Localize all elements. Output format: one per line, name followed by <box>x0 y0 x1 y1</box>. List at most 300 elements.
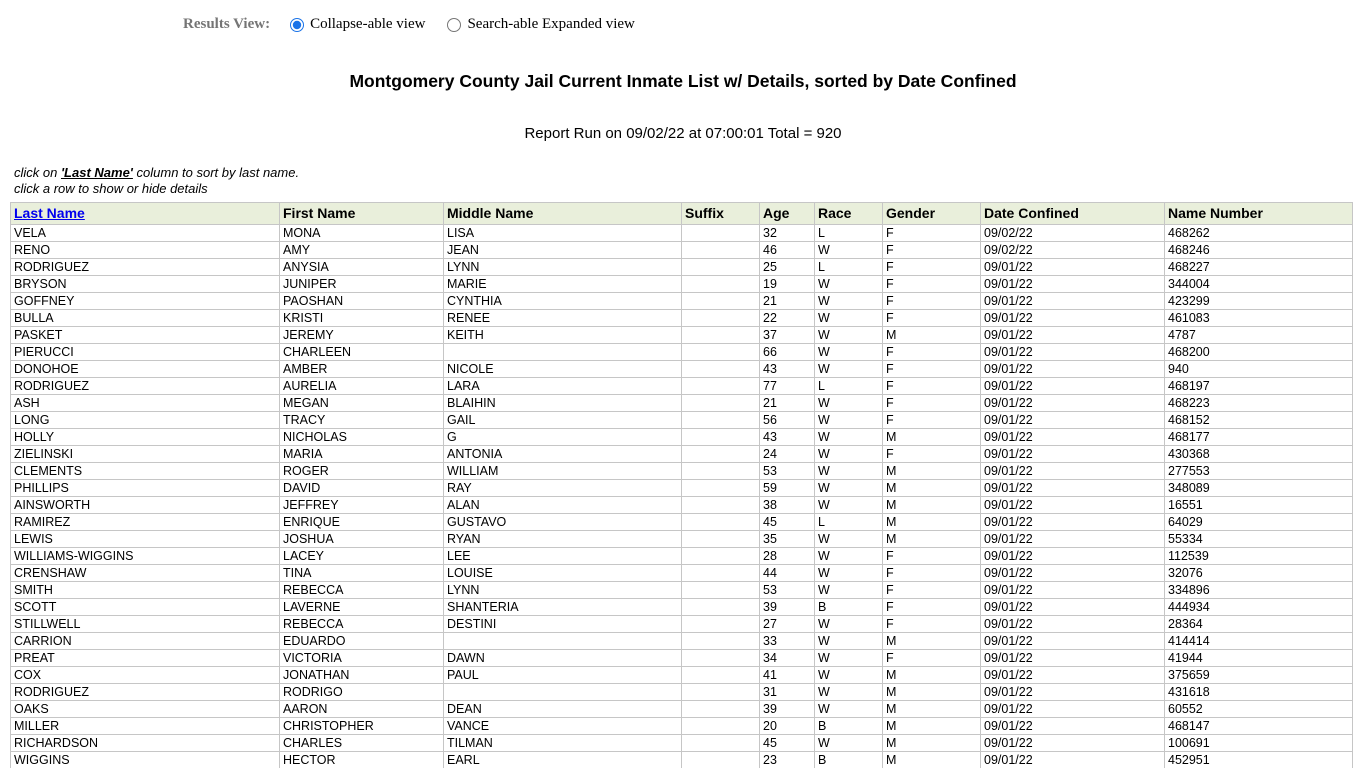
cell-first-name: JEREMY <box>280 327 444 344</box>
cell-last-name: RICHARDSON <box>11 735 280 752</box>
cell-name-number: 468246 <box>1165 242 1353 259</box>
cell-suffix <box>682 650 760 667</box>
cell-suffix <box>682 599 760 616</box>
table-row[interactable] <box>11 378 1353 395</box>
cell-age: 39 <box>760 701 815 718</box>
cell-race: B <box>815 599 883 616</box>
table-row[interactable] <box>11 259 1353 276</box>
cell-suffix <box>682 667 760 684</box>
cell-age: 45 <box>760 735 815 752</box>
cell-middle-name: ALAN <box>444 497 682 514</box>
cell-suffix <box>682 752 760 768</box>
header-age: Age <box>760 203 815 225</box>
cell-age: 41 <box>760 667 815 684</box>
cell-middle-name: ANTONIA <box>444 446 682 463</box>
cell-middle-name <box>444 344 682 361</box>
cell-last-name: PIERUCCI <box>11 344 280 361</box>
cell-first-name: AMBER <box>280 361 444 378</box>
cell-name-number: 64029 <box>1165 514 1353 531</box>
cell-suffix <box>682 565 760 582</box>
header-race: Race <box>815 203 883 225</box>
cell-middle-name: SHANTERIA <box>444 599 682 616</box>
cell-date-confined: 09/01/22 <box>981 293 1165 310</box>
table-row[interactable] <box>11 582 1353 599</box>
cell-suffix <box>682 548 760 565</box>
cell-middle-name: LISA <box>444 225 682 242</box>
cell-age: 37 <box>760 327 815 344</box>
radio-option-searchable[interactable] <box>447 16 634 33</box>
cell-name-number: 16551 <box>1165 497 1353 514</box>
cell-race: L <box>815 378 883 395</box>
cell-date-confined: 09/01/22 <box>981 735 1165 752</box>
cell-suffix <box>682 633 760 650</box>
cell-suffix <box>682 531 760 548</box>
cell-race: W <box>815 344 883 361</box>
table-row[interactable] <box>11 480 1353 497</box>
table-row[interactable] <box>11 633 1353 650</box>
cell-date-confined: 09/01/22 <box>981 599 1165 616</box>
cell-age: 19 <box>760 276 815 293</box>
table-row[interactable] <box>11 735 1353 752</box>
cell-first-name: JEFFREY <box>280 497 444 514</box>
cell-date-confined: 09/01/22 <box>981 327 1165 344</box>
table-row[interactable] <box>11 599 1353 616</box>
cell-suffix <box>682 497 760 514</box>
table-row[interactable] <box>11 225 1353 242</box>
table-row[interactable] <box>11 531 1353 548</box>
cell-date-confined: 09/01/22 <box>981 633 1165 650</box>
cell-date-confined: 09/01/22 <box>981 684 1165 701</box>
radio-option-collapseable[interactable] <box>290 16 425 33</box>
cell-name-number: 468227 <box>1165 259 1353 276</box>
cell-middle-name: LEE <box>444 548 682 565</box>
cell-suffix <box>682 242 760 259</box>
cell-race: W <box>815 735 883 752</box>
cell-gender: F <box>883 616 981 633</box>
cell-name-number: 55334 <box>1165 531 1353 548</box>
cell-race: W <box>815 565 883 582</box>
cell-age: 25 <box>760 259 815 276</box>
cell-date-confined: 09/01/22 <box>981 395 1165 412</box>
cell-last-name: BULLA <box>11 310 280 327</box>
cell-age: 44 <box>760 565 815 582</box>
cell-age: 34 <box>760 650 815 667</box>
cell-middle-name: DAWN <box>444 650 682 667</box>
cell-first-name: LACEY <box>280 548 444 565</box>
cell-name-number: 468177 <box>1165 429 1353 446</box>
cell-last-name: CARRION <box>11 633 280 650</box>
cell-date-confined: 09/01/22 <box>981 429 1165 446</box>
cell-gender: F <box>883 276 981 293</box>
table-row[interactable] <box>11 684 1353 701</box>
cell-date-confined: 09/01/22 <box>981 276 1165 293</box>
cell-age: 28 <box>760 548 815 565</box>
cell-last-name: VELA <box>11 225 280 242</box>
cell-first-name: KRISTI <box>280 310 444 327</box>
table-row[interactable] <box>11 548 1353 565</box>
cell-suffix <box>682 735 760 752</box>
cell-first-name: LAVERNE <box>280 599 444 616</box>
cell-middle-name: LYNN <box>444 259 682 276</box>
cell-name-number: 414414 <box>1165 633 1353 650</box>
table-row[interactable] <box>11 293 1353 310</box>
cell-name-number: 468223 <box>1165 395 1353 412</box>
cell-suffix <box>682 480 760 497</box>
cell-first-name: EDUARDO <box>280 633 444 650</box>
cell-gender: F <box>883 310 981 327</box>
cell-first-name: AMY <box>280 242 444 259</box>
cell-age: 66 <box>760 344 815 361</box>
cell-last-name: RODRIGUEZ <box>11 259 280 276</box>
cell-age: 53 <box>760 463 815 480</box>
cell-middle-name: G <box>444 429 682 446</box>
inmate-table-body <box>11 225 1353 768</box>
cell-last-name: PASKET <box>11 327 280 344</box>
cell-last-name: RAMIREZ <box>11 514 280 531</box>
inmate-table <box>10 202 1353 768</box>
cell-first-name: MEGAN <box>280 395 444 412</box>
header-last-name <box>11 203 280 225</box>
results-view-controls <box>183 0 1366 33</box>
cell-middle-name: DESTINI <box>444 616 682 633</box>
cell-age: 31 <box>760 684 815 701</box>
cell-middle-name: GAIL <box>444 412 682 429</box>
cell-first-name: REBECCA <box>280 616 444 633</box>
cell-race: W <box>815 497 883 514</box>
cell-gender: F <box>883 378 981 395</box>
cell-age: 39 <box>760 599 815 616</box>
cell-age: 21 <box>760 395 815 412</box>
cell-first-name: JONATHAN <box>280 667 444 684</box>
cell-first-name: TRACY <box>280 412 444 429</box>
cell-middle-name: LOUISE <box>444 565 682 582</box>
cell-last-name: RENO <box>11 242 280 259</box>
cell-date-confined: 09/01/22 <box>981 378 1165 395</box>
cell-gender: F <box>883 225 981 242</box>
cell-suffix <box>682 293 760 310</box>
cell-gender: F <box>883 650 981 667</box>
cell-race: W <box>815 684 883 701</box>
cell-age: 56 <box>760 412 815 429</box>
cell-suffix <box>682 225 760 242</box>
cell-suffix <box>682 276 760 293</box>
results-view-radio[interactable] <box>447 18 461 32</box>
cell-race: W <box>815 276 883 293</box>
results-view-radio[interactable] <box>290 18 304 32</box>
last-name-sort-link[interactable]: Last Name <box>14 205 85 221</box>
cell-last-name: ASH <box>11 395 280 412</box>
cell-suffix <box>682 327 760 344</box>
table-row[interactable] <box>11 242 1353 259</box>
cell-gender: M <box>883 463 981 480</box>
cell-name-number: 461083 <box>1165 310 1353 327</box>
cell-name-number: 468152 <box>1165 412 1353 429</box>
cell-last-name: DONOHOE <box>11 361 280 378</box>
cell-gender: F <box>883 361 981 378</box>
cell-age: 23 <box>760 752 815 768</box>
cell-suffix <box>682 259 760 276</box>
cell-gender: M <box>883 531 981 548</box>
table-row[interactable] <box>11 718 1353 735</box>
cell-last-name: ZIELINSKI <box>11 446 280 463</box>
page-title: Montgomery County Jail Current Inmate List w/ Details, sorted by Date Confined <box>349 71 1017 91</box>
cell-middle-name: EARL <box>444 752 682 768</box>
cell-race: W <box>815 412 883 429</box>
cell-suffix <box>682 429 760 446</box>
table-row[interactable] <box>11 276 1353 293</box>
cell-race: W <box>815 548 883 565</box>
cell-last-name: STILLWELL <box>11 616 280 633</box>
cell-date-confined: 09/01/22 <box>981 344 1165 361</box>
cell-last-name: CRENSHAW <box>11 565 280 582</box>
cell-date-confined: 09/01/22 <box>981 565 1165 582</box>
table-row[interactable] <box>11 565 1353 582</box>
cell-gender: F <box>883 242 981 259</box>
cell-date-confined: 09/01/22 <box>981 310 1165 327</box>
cell-race: L <box>815 225 883 242</box>
table-row[interactable] <box>11 752 1353 768</box>
cell-date-confined: 09/01/22 <box>981 667 1165 684</box>
table-row[interactable] <box>11 497 1353 514</box>
cell-date-confined: 09/01/22 <box>981 446 1165 463</box>
cell-suffix <box>682 463 760 480</box>
cell-age: 59 <box>760 480 815 497</box>
cell-age: 32 <box>760 225 815 242</box>
cell-race: L <box>815 514 883 531</box>
cell-race: W <box>815 701 883 718</box>
cell-name-number: 344004 <box>1165 276 1353 293</box>
cell-race: L <box>815 259 883 276</box>
cell-middle-name: RYAN <box>444 531 682 548</box>
cell-age: 43 <box>760 361 815 378</box>
table-row[interactable] <box>11 327 1353 344</box>
cell-middle-name: MARIE <box>444 276 682 293</box>
cell-gender: F <box>883 548 981 565</box>
cell-first-name: AARON <box>280 701 444 718</box>
cell-race: B <box>815 718 883 735</box>
cell-suffix <box>682 514 760 531</box>
table-row[interactable] <box>11 361 1353 378</box>
cell-first-name: JUNIPER <box>280 276 444 293</box>
table-row[interactable] <box>11 429 1353 446</box>
cell-last-name: CLEMENTS <box>11 463 280 480</box>
cell-name-number: 60552 <box>1165 701 1353 718</box>
cell-gender: F <box>883 582 981 599</box>
cell-last-name: HOLLY <box>11 429 280 446</box>
cell-last-name: SCOTT <box>11 599 280 616</box>
cell-date-confined: 09/01/22 <box>981 412 1165 429</box>
cell-gender: F <box>883 259 981 276</box>
cell-date-confined: 09/01/22 <box>981 531 1165 548</box>
table-row[interactable] <box>11 650 1353 667</box>
cell-last-name: LONG <box>11 412 280 429</box>
cell-last-name: WILLIAMS-WIGGINS <box>11 548 280 565</box>
results-view-label: Results View: <box>183 16 271 32</box>
cell-name-number: 28364 <box>1165 616 1353 633</box>
cell-date-confined: 09/01/22 <box>981 752 1165 768</box>
cell-first-name: ROGER <box>280 463 444 480</box>
cell-first-name: MONA <box>280 225 444 242</box>
cell-name-number: 452951 <box>1165 752 1353 768</box>
cell-name-number: 348089 <box>1165 480 1353 497</box>
cell-age: 20 <box>760 718 815 735</box>
cell-date-confined: 09/02/22 <box>981 225 1165 242</box>
cell-date-confined: 09/01/22 <box>981 361 1165 378</box>
header-gender: Gender <box>883 203 981 225</box>
cell-gender: F <box>883 446 981 463</box>
cell-last-name: AINSWORTH <box>11 497 280 514</box>
table-row[interactable] <box>11 446 1353 463</box>
cell-date-confined: 09/01/22 <box>981 463 1165 480</box>
cell-date-confined: 09/02/22 <box>981 242 1165 259</box>
cell-age: 45 <box>760 514 815 531</box>
cell-middle-name: LYNN <box>444 582 682 599</box>
cell-suffix <box>682 361 760 378</box>
cell-suffix <box>682 684 760 701</box>
cell-name-number: 32076 <box>1165 565 1353 582</box>
cell-age: 77 <box>760 378 815 395</box>
cell-first-name: ENRIQUE <box>280 514 444 531</box>
table-row[interactable] <box>11 310 1353 327</box>
cell-first-name: DAVID <box>280 480 444 497</box>
table-row[interactable] <box>11 344 1353 361</box>
table-row[interactable] <box>11 463 1353 480</box>
cell-middle-name: DEAN <box>444 701 682 718</box>
header-first-name: First Name <box>280 203 444 225</box>
cell-gender: M <box>883 327 981 344</box>
cell-middle-name: JEAN <box>444 242 682 259</box>
cell-name-number: 4787 <box>1165 327 1353 344</box>
cell-gender: M <box>883 633 981 650</box>
cell-last-name: RODRIGUEZ <box>11 378 280 395</box>
last-name-hint: 'Last Name' <box>60 165 133 180</box>
cell-middle-name <box>444 684 682 701</box>
cell-age: 46 <box>760 242 815 259</box>
cell-last-name: COX <box>11 667 280 684</box>
table-row[interactable] <box>11 616 1353 633</box>
cell-date-confined: 09/01/22 <box>981 650 1165 667</box>
header-name-number: Name Number <box>1165 203 1353 225</box>
cell-last-name: BRYSON <box>11 276 280 293</box>
report-run-line: Report Run on 09/02/22 at 07:00:01 Total = 920 <box>524 125 842 142</box>
cell-gender: F <box>883 412 981 429</box>
cell-gender: M <box>883 735 981 752</box>
cell-last-name: MILLER <box>11 718 280 735</box>
cell-gender: M <box>883 667 981 684</box>
cell-suffix <box>682 446 760 463</box>
cell-suffix <box>682 395 760 412</box>
cell-race: W <box>815 582 883 599</box>
cell-first-name: CHARLEEN <box>280 344 444 361</box>
cell-last-name: SMITH <box>11 582 280 599</box>
cell-last-name: GOFFNEY <box>11 293 280 310</box>
instructions <box>14 165 1366 196</box>
cell-middle-name: GUSTAVO <box>444 514 682 531</box>
cell-middle-name: KEITH <box>444 327 682 344</box>
cell-gender: M <box>883 497 981 514</box>
cell-name-number: 431618 <box>1165 684 1353 701</box>
cell-gender: F <box>883 565 981 582</box>
cell-gender: M <box>883 752 981 768</box>
cell-race: W <box>815 242 883 259</box>
table-row[interactable] <box>11 412 1353 429</box>
cell-first-name: ANYSIA <box>280 259 444 276</box>
cell-race: B <box>815 752 883 768</box>
cell-suffix <box>682 310 760 327</box>
cell-age: 43 <box>760 429 815 446</box>
table-row[interactable] <box>11 514 1353 531</box>
cell-age: 27 <box>760 616 815 633</box>
cell-first-name: MARIA <box>280 446 444 463</box>
cell-first-name: CHRISTOPHER <box>280 718 444 735</box>
cell-name-number: 940 <box>1165 361 1353 378</box>
cell-suffix <box>682 616 760 633</box>
cell-date-confined: 09/01/22 <box>981 259 1165 276</box>
cell-first-name: RODRIGO <box>280 684 444 701</box>
cell-race: W <box>815 480 883 497</box>
table-header-row <box>11 203 1353 225</box>
cell-last-name: LEWIS <box>11 531 280 548</box>
cell-name-number: 468197 <box>1165 378 1353 395</box>
cell-name-number: 112539 <box>1165 548 1353 565</box>
cell-name-number: 375659 <box>1165 667 1353 684</box>
header-suffix: Suffix <box>682 203 760 225</box>
cell-name-number: 41944 <box>1165 650 1353 667</box>
cell-race: W <box>815 531 883 548</box>
table-row[interactable] <box>11 667 1353 684</box>
cell-middle-name: WILLIAM <box>444 463 682 480</box>
cell-age: 35 <box>760 531 815 548</box>
cell-date-confined: 09/01/22 <box>981 548 1165 565</box>
table-row[interactable] <box>11 701 1353 718</box>
cell-middle-name: PAUL <box>444 667 682 684</box>
cell-last-name: OAKS <box>11 701 280 718</box>
cell-suffix <box>682 412 760 429</box>
cell-name-number: 430368 <box>1165 446 1353 463</box>
cell-first-name: HECTOR <box>280 752 444 768</box>
radio-option-label: Collapse-able view <box>310 16 426 32</box>
cell-middle-name: RENEE <box>444 310 682 327</box>
cell-last-name: RODRIGUEZ <box>11 684 280 701</box>
cell-last-name: PREAT <box>11 650 280 667</box>
cell-gender: M <box>883 429 981 446</box>
cell-age: 53 <box>760 582 815 599</box>
cell-suffix <box>682 582 760 599</box>
cell-gender: F <box>883 395 981 412</box>
cell-middle-name: LARA <box>444 378 682 395</box>
cell-gender: M <box>883 684 981 701</box>
cell-race: W <box>815 633 883 650</box>
cell-name-number: 100691 <box>1165 735 1353 752</box>
cell-age: 22 <box>760 310 815 327</box>
cell-name-number: 468200 <box>1165 344 1353 361</box>
cell-date-confined: 09/01/22 <box>981 616 1165 633</box>
cell-gender: M <box>883 480 981 497</box>
table-row[interactable] <box>11 395 1353 412</box>
cell-race: W <box>815 327 883 344</box>
cell-date-confined: 09/01/22 <box>981 718 1165 735</box>
cell-race: W <box>815 463 883 480</box>
header-date-confined: Date Confined <box>981 203 1165 225</box>
cell-race: W <box>815 310 883 327</box>
cell-last-name: WIGGINS <box>11 752 280 768</box>
cell-gender: M <box>883 701 981 718</box>
cell-race: W <box>815 667 883 684</box>
header-middle-name: Middle Name <box>444 203 682 225</box>
cell-suffix <box>682 378 760 395</box>
cell-middle-name: CYNTHIA <box>444 293 682 310</box>
cell-middle-name <box>444 633 682 650</box>
